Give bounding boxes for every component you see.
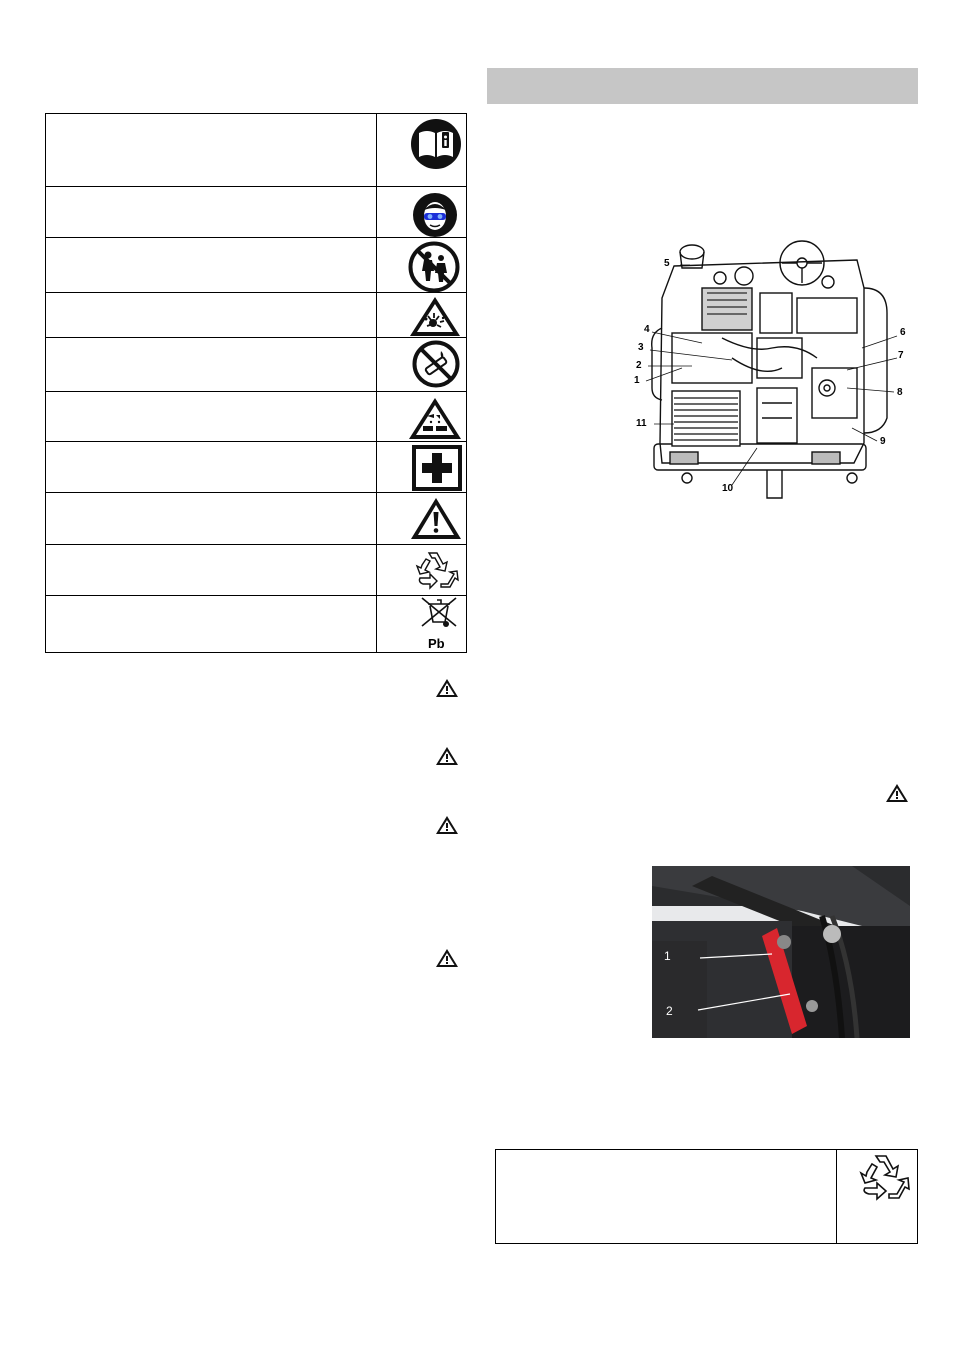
- callout-10: 10: [722, 483, 734, 494]
- table-row-divider: [46, 391, 466, 392]
- table-row-divider: [46, 492, 466, 493]
- lever-photo: [652, 866, 910, 1038]
- explosion-hazard-icon: [408, 294, 462, 338]
- callout-11: 11: [636, 418, 647, 429]
- callout-4: 4: [644, 324, 650, 335]
- safety-symbol-table: [45, 113, 467, 653]
- callout-9: 9: [880, 436, 886, 447]
- table-row-divider: [46, 186, 466, 187]
- table-row-divider: [46, 237, 466, 238]
- warning-triangle-icon: [435, 678, 459, 703]
- callout-2: 2: [636, 360, 642, 371]
- lever-photo-drawing: [652, 866, 910, 1038]
- table-column-divider: [376, 114, 377, 652]
- battery-disposal-pb-icon: [416, 596, 462, 651]
- warning-triangle-icon: [435, 815, 459, 840]
- callout-5: 5: [664, 258, 670, 269]
- section-header-bar: [487, 68, 918, 104]
- box-column-divider: [836, 1150, 837, 1243]
- photo-callout-2: 2: [666, 1004, 673, 1018]
- general-warning-icon: [408, 495, 464, 542]
- warning-triangle-icon: [435, 948, 459, 973]
- callout-8: 8: [897, 387, 903, 398]
- table-row-divider: [46, 595, 466, 596]
- recycle-icon: [408, 547, 462, 593]
- machine-drawing: [632, 238, 912, 503]
- table-row-divider: [46, 292, 466, 293]
- first-aid-icon: [412, 445, 462, 491]
- pb-label: Pb: [428, 636, 445, 651]
- photo-callout-1: 1: [664, 949, 671, 963]
- corrosive-hazard-icon: [406, 395, 464, 441]
- callout-1: 1: [634, 375, 640, 386]
- machine-overview-figure: [632, 238, 912, 503]
- recycle-info-box: [495, 1149, 918, 1244]
- callout-3: 3: [638, 342, 644, 353]
- read-manual-icon: [410, 118, 462, 170]
- recycle-icon: [854, 1152, 910, 1213]
- callout-6: 6: [900, 327, 906, 338]
- wear-goggles-icon: [412, 192, 458, 238]
- keep-children-away-icon: [408, 241, 460, 293]
- table-row-divider: [46, 544, 466, 545]
- warning-triangle-icon: [435, 746, 459, 771]
- table-row-divider: [46, 441, 466, 442]
- table-row-divider: [46, 337, 466, 338]
- warning-triangle-icon: [885, 783, 909, 808]
- callout-7: 7: [898, 350, 904, 361]
- no-smoking-flame-icon: [412, 340, 460, 388]
